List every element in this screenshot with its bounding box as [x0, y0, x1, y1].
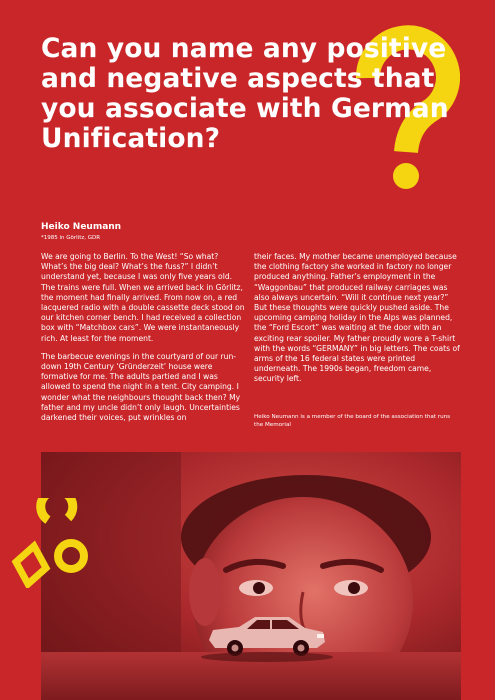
page-title: Can you name any positive and negative aspects that you associate with German Unification? — [41, 33, 449, 154]
author-name: Heiko Neumann — [41, 222, 122, 232]
toy-car-photo — [41, 452, 461, 700]
circle-shapes-icon — [6, 498, 96, 588]
photo-illustration — [41, 452, 461, 700]
story-column-right — [254, 252, 460, 393]
story-paragraph: their faces. My mother became unemployed because the clothing factory she worked in factory no longer produced anything. Father’s employment in the “Waggonbau” that produced railway carriages was also always uncertain. “Will it continue next year?” But these thoughts were quickly pushed aside. The upcoming camping holiday in the Alps was planned, the “Ford Escort” was waiting at the door with an exciting rear spoiler. My father proudly wore a T-shirt with the words “GERMANY” in big letters. The coats of arms of the 16 federal states were printed underneath. The 1990s began, freedom came, security left. — [254, 252, 460, 384]
story-column-left — [41, 252, 245, 431]
author-note: Heiko Neumann is a member of the board of the association that runs the Memorial — [254, 414, 451, 428]
story-paragraph: We are going to Berlin. To the West! “So what? What’s the big deal? What’s the fuss?” I didn’t understand yet, because I was only five years old. The trains were full. When we arrived back in Görlitz, the moment had finally arrived. From now on, a red lacquered radio with a double cassette deck stood on our kitchen corner bench. I had received a collection box with “Matchbox cars”. We were instantaneously rich. At least for the moment. — [41, 252, 245, 343]
author-birth-info: *1985 in Görlitz, GDR — [41, 235, 101, 241]
story-paragraph: The barbecue evenings in the courtyard of our run-down 19th Century ‘Gründerzeit’ house were formative for me. The adults partied and I was allowed to spend the night in a tent. City camping. I wonder what the neighbours thought back then? My father and my uncle didn’t only laugh. Uncertainties darkened their voices, put wrinkles on — [41, 351, 241, 423]
